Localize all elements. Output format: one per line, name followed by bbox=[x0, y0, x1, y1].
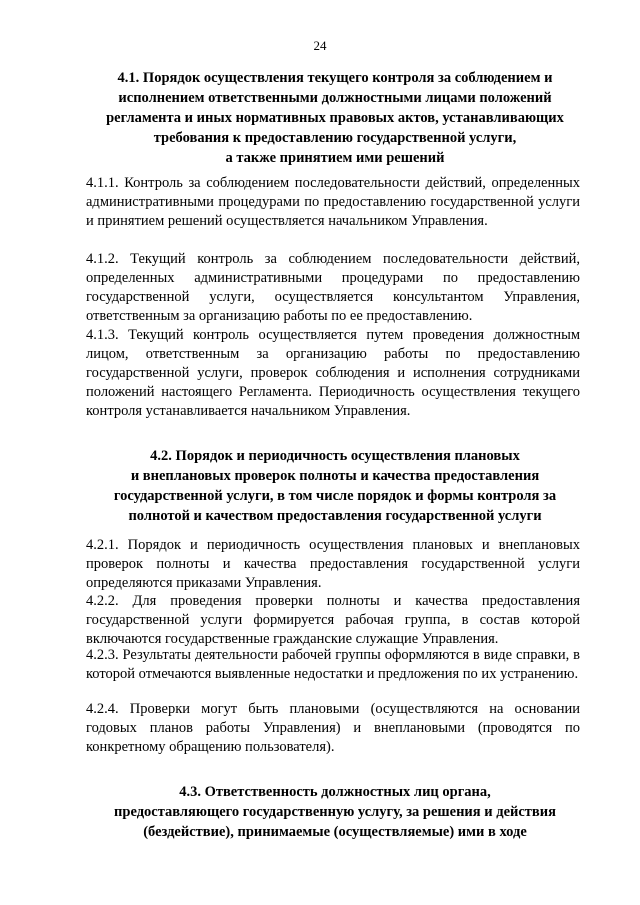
heading-line: (бездействие), принимаемые (осуществляемые) ими в ходе bbox=[143, 824, 527, 840]
section-4-1-heading bbox=[86, 68, 584, 168]
paragraph-4-2-2: 4.2.2. Для проведения проверки полноты и качества предоставления государственной услуги формируется рабочая группа, в состав которой включаются государственные гражданские служащие Управления. bbox=[86, 593, 580, 647]
heading-line: полнотой и качеством предоставления государственной услуги bbox=[128, 508, 542, 524]
heading-line: 4.3. Ответственность должностных лиц органа, bbox=[179, 784, 491, 800]
heading-line: и внеплановых проверок полноты и качества предоставления bbox=[130, 468, 540, 484]
paragraph-4-1-3: 4.1.3. Текущий контроль осуществляется путем проведения должностным лицом, ответственным за организацию работы по предоставлению государственной услуги, проверок соблюдения и исполнения сотрудниками положений настоящего Регламента. Периодичность осуществления текущего контроля устанавливается начальником Управления. bbox=[86, 327, 580, 419]
heading-line: 4.2. Порядок и периодичность осуществления плановых bbox=[150, 448, 520, 464]
paragraph-4-2-1: 4.2.1. Порядок и периодичность осуществления плановых и внеплановых проверок полноты и качества предоставления государственной услуги определяются приказами Управления. bbox=[86, 537, 580, 591]
paragraph-4-2-3: 4.2.3. Результаты деятельности рабочей группы оформляются в виде справки, в которой отмечаются выявленные недостатки и предложения по их устранению. bbox=[86, 647, 580, 682]
page-number: 24 bbox=[313, 38, 327, 53]
paragraph-4-1-2: 4.1.2. Текущий контроль за соблюдением последовательности действий, определенных административными процедурами по предоставлению государственной услуги, осуществляется консультантом Управления, ответственным за организацию работы по ее предоставлению. bbox=[86, 251, 580, 324]
heading-line: исполнением ответственными должностными лицами положений bbox=[118, 90, 552, 106]
section-4-3-heading bbox=[86, 782, 584, 842]
heading-line: 4.1. Порядок осуществления текущего контроля за соблюдением и bbox=[117, 70, 553, 86]
heading-line: государственной услуги, в том числе порядок и формы контроля за bbox=[113, 488, 557, 504]
heading-line: а также принятием ими решений bbox=[225, 150, 445, 166]
paragraph-4-2-4: 4.2.4. Проверки могут быть плановыми (осуществляются на основании годовых планов работы Управления) и внеплановыми (проводятся по конкретному обращению пользователя). bbox=[86, 701, 580, 755]
heading-line: предоставляющего государственную услугу, за решения и действия bbox=[114, 804, 556, 820]
heading-line: требования к предоставлению государственной услуги, bbox=[153, 130, 517, 146]
heading-line: регламента и иных нормативных правовых актов, устанавливающих bbox=[106, 110, 564, 126]
paragraph-4-1-1: 4.1.1. Контроль за соблюдением последовательности действий, определенных административными процедурами по предоставлению государственной услуги и принятием решений осуществляется начальником Управления. bbox=[86, 175, 580, 229]
section-4-2-heading bbox=[86, 446, 584, 526]
